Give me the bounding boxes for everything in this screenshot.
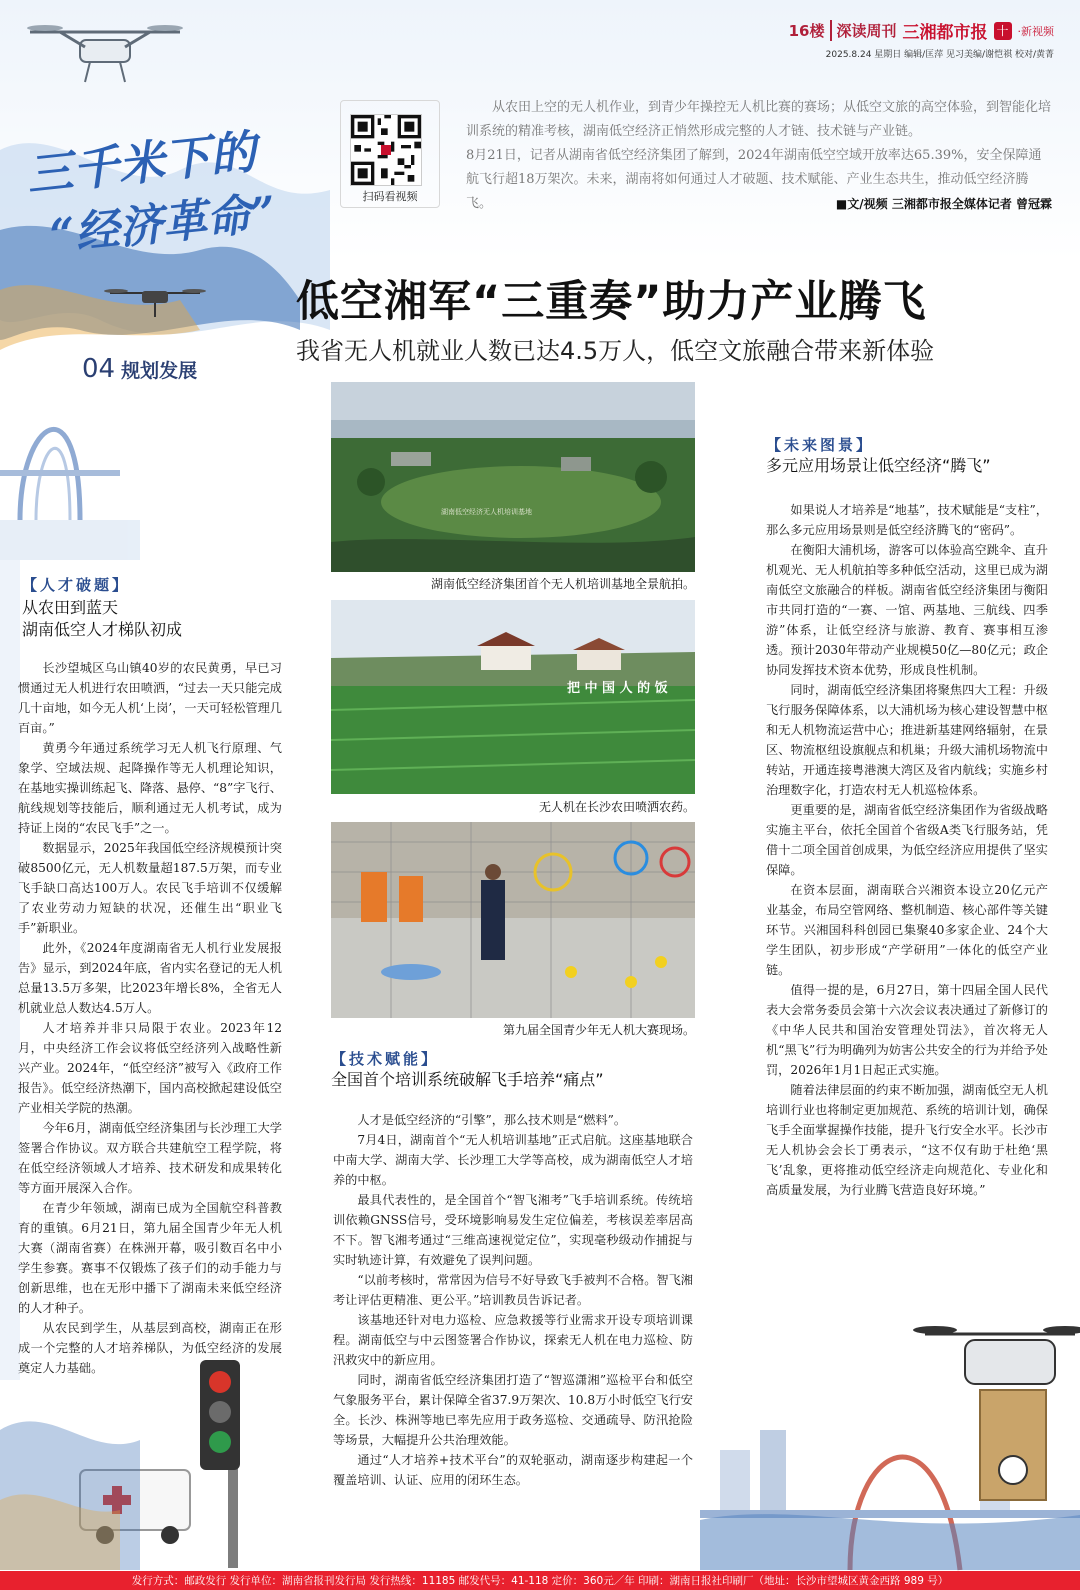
byline: ■文/视频 三湘都市报全媒体记者 曾冠霖 — [835, 197, 1052, 211]
article-paragraph: 最具代表性的，是全国首个“智飞湘考”飞手培训系统。传统培训依赖GNSS信号，受环境影响易发生定位偏差，考核误差率居高不下。智飞湘考通过“三维高速视觉定位”，实现毫秒级动作捕捉与实时轨迹计算，有效避免了误判问题。 — [333, 1193, 693, 1267]
article-paragraph: 黄勇今年通过系统学习无人机飞行原理、气象学、空域法规、起降操作等无人机理论知识，在基地实操训练起飞、降落、悬停、“8”字飞行、航线规划等技能后，顺利通过无人机考试，成为持证上岗的“农民飞手”之一。 — [18, 741, 282, 835]
article-paragraph: 该基地还针对电力巡检、应急救援等行业需求开设专项培训课程。湖南低空与中云图签署合作协议，探索无人机在电力巡检、防汛救灾中的新应用。 — [333, 1313, 693, 1367]
photo-caption: 第九届全国青少年无人机大赛现场。 — [502, 1023, 695, 1037]
article-paragraph: 人才培养并非只局限于农业。2023年12月，中央经济工作会议将低空经济列入战略性新兴产业。2024年，“低空经济”被写入《政府工作报告》。低空经济热潮下，国内高校掀起建设低空产业相关学院的热潮。 — [18, 1021, 282, 1115]
article-paragraph: 数据显示，2025年我国低空经济规模预计突破8500亿元，无人机数量超187.5万架，而专业飞手缺口高达100万人。农民飞手培训不仅缓解了农业劳动力短缺的状况，还催生出“职业飞手”新职业。 — [18, 841, 282, 935]
article-paragraph: 从农民到学生，从基层到高校，湖南正在形成一个完整的人才培养梯队，为低空经济的发展奠定人力基础。 — [18, 1321, 282, 1375]
article-paragraph: 更重要的是，湖南省低空经济集团作为省级战略实施主平台，依托全国首个省级A类飞行服务站，凭借十二项全国首创成果，为低空经济应用提供了坚实保障。 — [766, 803, 1048, 877]
article-paragraph: 在衡阳大浦机场，游客可以体验高空跳伞、直升机观光、无人机航拍等多种低空活动，这里已成为湖南低空文旅融合的样板。湖南省低空经济集团与衡阳市共同打造的“一赛、一馆、两基地、三航线、四季游”体系，让低空经济与旅游、教育、赛事相互渗透。预计2030年带动产业规模50亿—80亿元；政企协同发挥技术资本优势，形成良性机制。 — [766, 543, 1048, 677]
footer-distribution-info: 发行方式：邮政发行 发行单位：湖南省报刊发行局 发行热线：11185 邮发代号：41-118 定价：360元／年 印刷：湖南日报社印刷厂（地址：长沙市望城区黄金西路 989 号） — [0, 1571, 1080, 1590]
lead-paragraph: 8月21日，记者从湖南省低空经济集团了解到，2024年湖南低空空域开放率达65.39%，安全保障通航飞行超18万架次。未来，湖南将如何通过人才破题、技术赋能、产业生态共生，推动低空经济腾飞。 — [466, 148, 1042, 211]
section-label — [82, 354, 197, 384]
article-paragraph: “以前考核时，常常因为信号不好导致飞手被判不合格。智飞湘考让评估更精准、更公平。”培训教员告诉记者。 — [333, 1273, 693, 1307]
article-paragraph: 如果说人才培养是“地基”，技术赋能是“支柱”，那么多元应用场景则是低空经济腾飞的“密码”。 — [766, 503, 1048, 537]
future-section — [766, 434, 1056, 477]
article-paragraph: 通过“人才培养+技术平台”的双轮驱动，湖南逐步构建起一个覆盖培训、认证、应用的闭环生态。 — [333, 1453, 693, 1487]
talent-article-body — [18, 658, 282, 1378]
masthead — [724, 18, 1054, 58]
section-tag: 【人才破题】 — [22, 576, 131, 594]
lead-paragraph: 从农田上空的无人机作业，到青少年操控无人机比赛的赛场；从低空文旅的高空体验，到智能化培训系统的精准考核，湖南低空经济正悄然形成完整的人才链、技术链与产业链。 — [466, 100, 1052, 139]
article-paragraph: 今年6月，湖南低空经济集团与长沙理工大学签署合作协议。双方联合共建航空工程学院，将在低空经济领域人才培养、技术研发和成果转化等方面开展深入合作。 — [18, 1121, 282, 1195]
section-name: 深读周刊 — [830, 20, 896, 41]
photo-sign-text: 把 中 国 人 的 饭 — [567, 681, 668, 696]
qr-code-icon[interactable] — [350, 114, 422, 186]
article-paragraph: 长沙望城区乌山镇40岁的农民黄勇，早已习惯通过无人机进行农田喷洒，“过去一天只能完成几十亩地，如今无人机‘上岗’，一天可轻松管理几百亩。” — [18, 661, 282, 735]
calligraphy-line-1: 三千米下的 — [24, 124, 259, 203]
section-number: 04 — [82, 354, 116, 384]
photo-farmland-spraying — [331, 600, 695, 794]
talent-section — [22, 574, 290, 641]
photo-caption: 湖南低空经济集团首个无人机培训基地全景航拍。 — [430, 577, 695, 591]
photo-sign-text: 湖南低空经济无人机培训基地 — [441, 508, 532, 516]
photo-youth-competition — [331, 822, 695, 1018]
article-paragraph: 在青少年领域，湖南已成为全国航空科普教育的重镇。6月21日，第九届全国青少年无人机大赛（湖南省赛）在株洲开幕，吸引数百名中小学生参赛。赛事不仅锻炼了孩子们的动手能力与创新思维，也在无形中播下了湖南未来低空经济的人才种子。 — [18, 1201, 282, 1315]
lead-paragraphs — [466, 96, 1052, 216]
section-subtitle-line-2: 湖南低空人才梯队初成 — [22, 620, 183, 639]
future-article-body — [766, 500, 1048, 1200]
headline: 低空湘军“三重奏”助力产业腾飞 — [296, 277, 927, 327]
qr-label: 扫码看视频 — [362, 190, 418, 203]
traffic-light-illustration — [200, 1360, 240, 1568]
section-subtitle: 多元应用场景让低空经济“腾飞” — [766, 456, 991, 475]
article-paragraph: 7月4日，湖南首个“无人机培训基地”正式启航。这座基地联合中南大学、湖南大学、长沙理工大学等高校，成为湖南低空人才培养的中枢。 — [333, 1133, 693, 1187]
article-paragraph: 人才是低空经济的“引擎”，那么技术则是“燃料”。 — [357, 1113, 627, 1127]
dateline: 2025.8.24 星期日 编辑/匡萍 见习美编/谢恺祺 校对/黄菁 — [825, 50, 1054, 60]
tech-section — [331, 1048, 695, 1091]
subheadline: 我省无人机就业人数已达4.5万人，低空文旅融合带来新体验 — [296, 337, 935, 365]
section-tag: 【技术赋能】 — [331, 1050, 440, 1068]
section-subtitle: 全国首个培训系统破解飞手培养“痛点” — [331, 1070, 604, 1089]
page-floor: 16楼 — [788, 22, 825, 40]
photo-training-base — [331, 382, 695, 572]
tech-article-body — [333, 1110, 693, 1490]
video-brand: ·新视频 — [1017, 24, 1054, 38]
calligraphy-line-2: “经济革命” — [47, 187, 279, 262]
bridge-illustration — [0, 429, 140, 560]
calligraphy-title — [22, 118, 322, 268]
section-tag: 【未来图景】 — [766, 436, 875, 454]
section-title: 规划发展 — [121, 360, 198, 382]
article-paragraph: 此外，《2024年度湖南省无人机行业发展报告》显示，到2024年底，省内实名登记的无人机总量13.5万多架，比2023年增长8%，全省无人机就业总人数达4.5万人。 — [18, 941, 282, 1015]
article-paragraph: 同时，湖南低空经济集团将聚焦四大工程：升级飞行服务保障体系，以大浦机场为核心建设智慧中枢和无人机物流运营中心；推进新基建网络辐射，在景区、物流枢纽设旗舰点和机巢；升级大浦机场物流中转站，开通连接粤港澳大湾区及省内航线；实施乡村治理数字化，打造农村无人机巡检体系。 — [766, 683, 1048, 797]
article-paragraph: 同时，湖南省低空经济集团打造了“智巡潇湘”巡检平台和低空气象服务平台，累计保障全省37.9万架次、10.8万小时低空飞行安全。长沙、株洲等地已率先应用于政务巡检、交通疏导、防汛抢险等场景，大幅提升公共治理效能。 — [333, 1373, 693, 1447]
photo-caption: 无人机在长沙农田喷洒农药。 — [538, 800, 695, 814]
section-subtitle-line-1: 从农田到蓝天 — [22, 598, 119, 617]
article-paragraph: 值得一提的是，6月27日，第十四届全国人民代表大会常务委员会第十六次会议表决通过了新修订的《中华人民共和国治安管理处罚法》，首次将无人机“黑飞”行为明确列为妨害公共安全的行为并给予处罚，2026年1月1日起正式实施。 — [766, 983, 1048, 1077]
article-paragraph: 随着法律层面的约束不断加强，湖南低空无人机培训行业也将制定更加规范、系统的培训计划，确保飞手全面掌握操作技能，提升飞行安全水平。长沙市无人机协会会长丁勇表示，“这不仅有助于杜绝‘黑飞’乱象，更将推动低空经济走向规范化、专业化和高质量发展，为行业腾飞营造良好环境。” — [766, 1083, 1048, 1197]
article-paragraph: 在资本层面，湖南联合兴湘资本设立20亿元产业基金，布局空管网络、整机制造、核心部件等关键环节。兴湘国科科创园已集聚40多家企业、24个大学生团队，初步形成“产学研用”一体化的低空产业链。 — [766, 883, 1048, 977]
newspaper-logo-icon: 十 — [994, 22, 1012, 40]
delivery-drone-illustration — [913, 1326, 1080, 1500]
newspaper-name: 三湘都市报 — [902, 23, 988, 43]
